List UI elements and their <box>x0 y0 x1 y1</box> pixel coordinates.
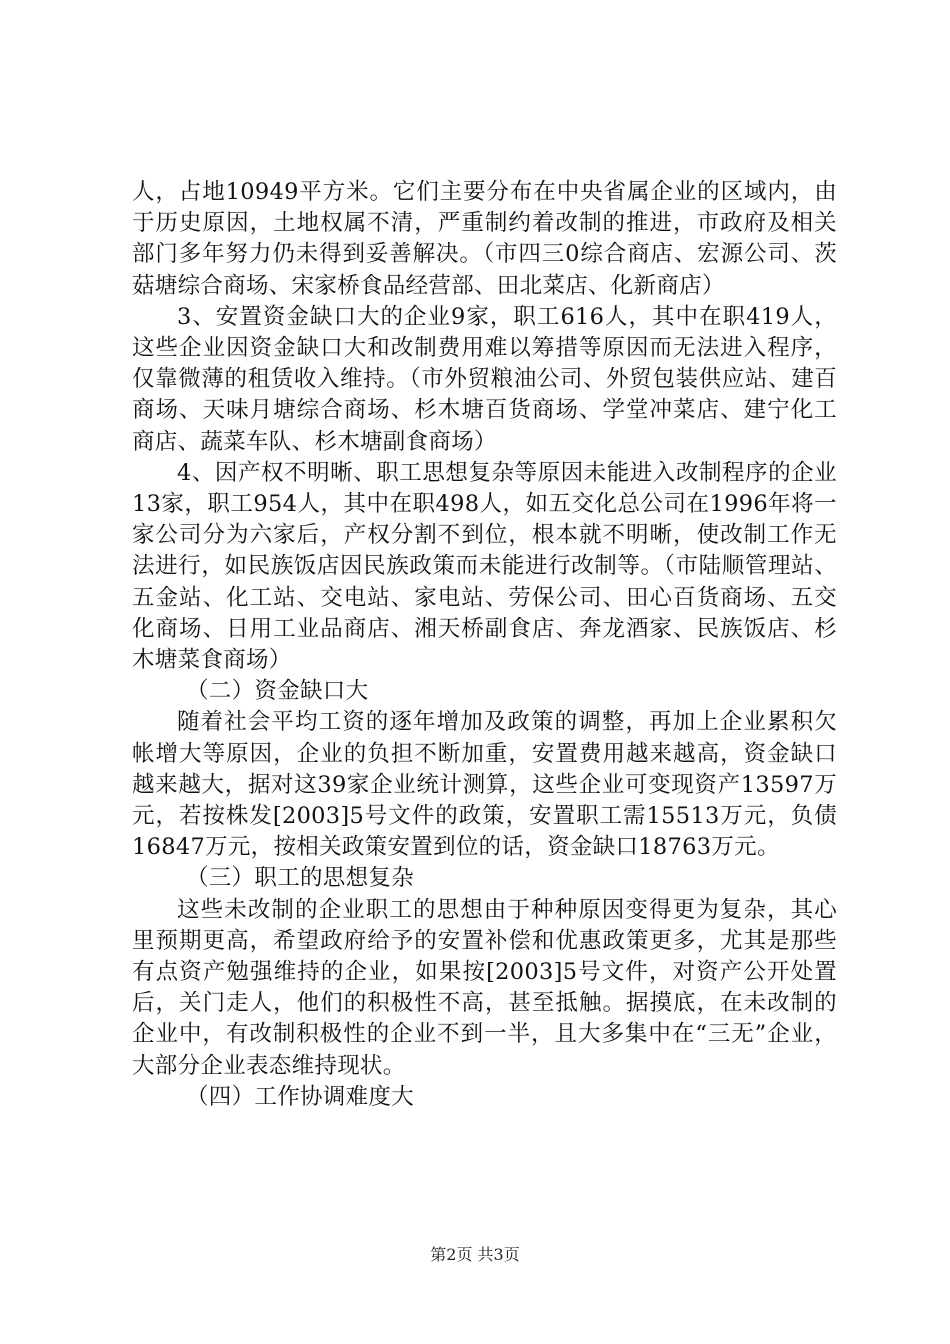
paragraph-land-ownership: 人，占地10949平方米。它们主要分布在中央省属企业的区域内，由于历史原因，土地权属不清，严重制约着改制的推进，市政府及相关部门多年努力仍未得到妥善解决。（市四三0综合商店、宏源公司、茨菇塘综合商场、宋家桥食品经营部、田北菜店、化新商店） <box>132 179 837 299</box>
heading-funding-gap: （二）资金缺口大 <box>186 678 369 705</box>
paragraph-worker-sentiment: 这些未改制的企业职工的思想由于种种原因变得更为复杂，其心里预期更高，希望政府给予的安置补偿和优惠政策更多，尤其是那些有点资产勉强维持的企业，如果按[2003]5号文件，对资产公开处置后，关门走人，他们的积极性不高，甚至抵触。据摸底，在未改制的企业中，有改制积极性的企业不到一半，且大多集中在“三无”企业，大部分企业表态维持现状。 <box>132 896 837 1079</box>
document-body <box>132 177 837 1113</box>
page-number-footer: 第2页 共3页 <box>430 1245 520 1264</box>
heading-coordination-difficulty: （四）工作协调难度大 <box>186 1083 415 1110</box>
heading-worker-sentiment: （三）职工的思想复杂 <box>186 865 415 892</box>
paragraph-funding-gap-details: 随着社会平均工资的逐年增加及政策的调整，再加上企业累积欠帐增大等原因，企业的负担不断加重，安置费用越来越高，资金缺口越来越大，据对这39家企业统计测算，这些企业可变现资产13597万元，若按株发[2003]5号文件的政策，安置职工需15513万元，负债16847万元，按相关政策安置到位的话，资金缺口18763万元。 <box>132 709 837 861</box>
paragraph-unclear-property-rights: 4、因产权不明晰、职工思想复杂等原因未能进入改制程序的企业13家，职工954人，其中在职498人，如五交化总公司在1996年将一家公司分为六家后，产权分割不到位，根本就不明晰，使改制工作无法进行，如民族饭店因民族政策而未能进行改制等。（市陆顺管理站、五金站、化工站、交电站、家电站、劳保公司、田心百货商场、五交化商场、日用工业品商店、湘天桥副食店、奔龙酒家、民族饭店、杉木塘菜食商场） <box>132 459 837 674</box>
paragraph-funding-gap-enterprises: 3、安置资金缺口大的企业9家，职工616人，其中在职419人，这些企业因资金缺口大和改制费用难以筹措等原因而无法进入程序，仅靠微薄的租赁收入维持。（市外贸粮油公司、外贸包装供应站、建百商场、天味月塘综合商场、杉木塘百货商场、学堂冲菜店、建宁化工商店、蔬菜车队、杉木塘副食商场） <box>132 303 837 455</box>
